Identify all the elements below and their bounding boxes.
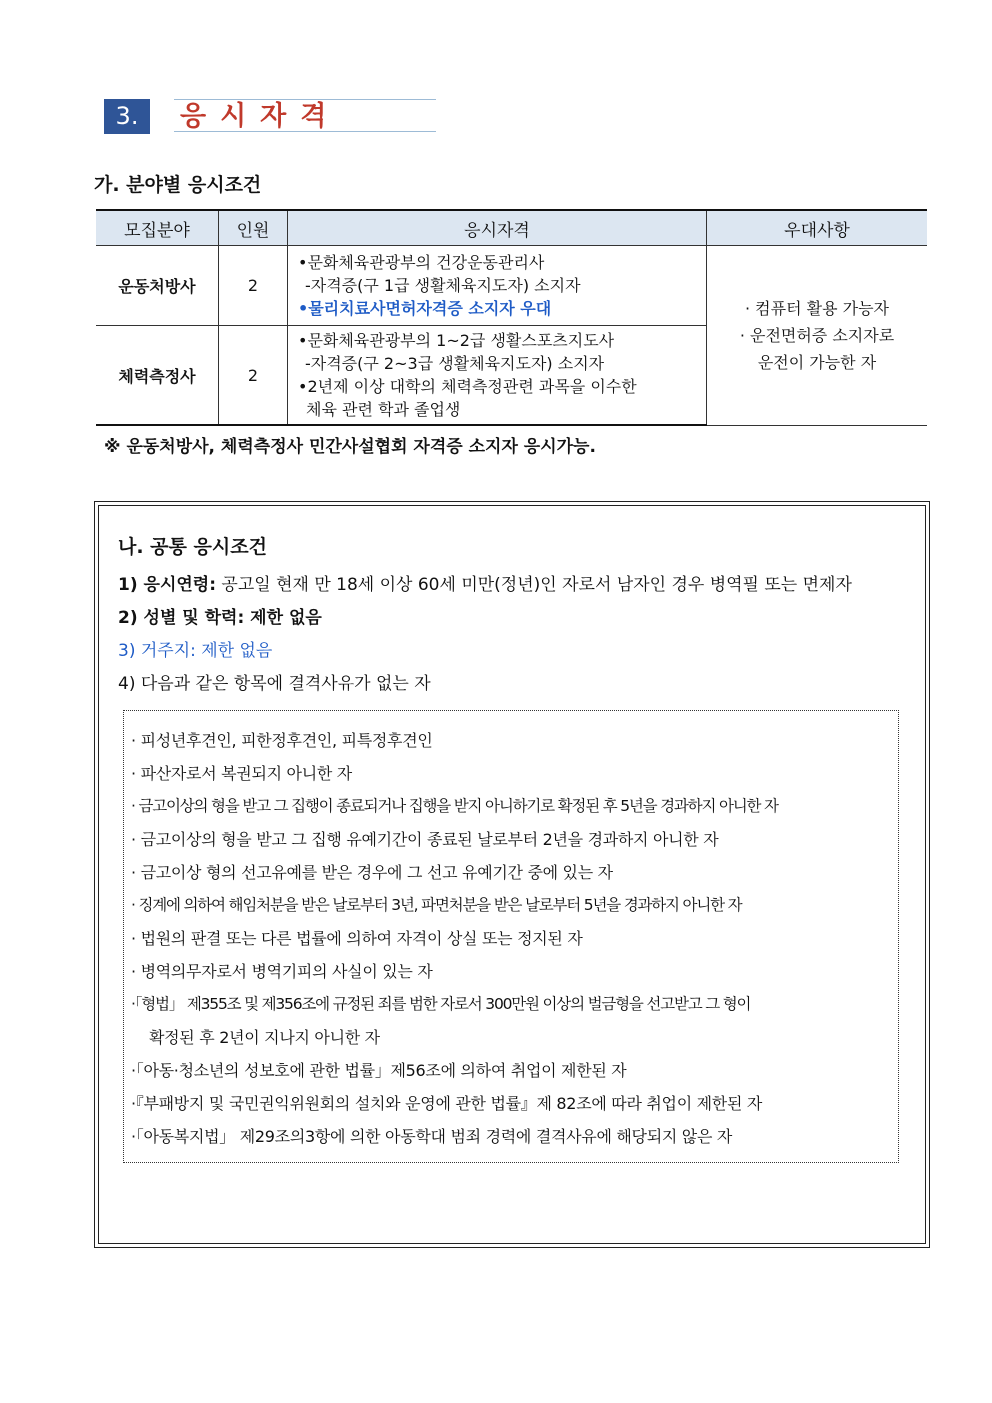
header-field: 모집분야 [96, 210, 219, 246]
preference-line: · 운전면허증 소지자로 [739, 325, 895, 345]
field-cell: 운동처방사 [96, 246, 219, 326]
count-cell: 2 [219, 326, 288, 426]
table-row [96, 246, 927, 326]
age-label: 1) 응시연령: [118, 575, 217, 595]
qualification-line: •2년제 이상 대학의 체력측정관련 과목을 이수한 [298, 377, 637, 396]
disqualification-item: · 금고이상의 형을 받고 그 집행이 종료되거나 집행을 받지 아니하기로 확정된 후 5년을 경과하지 아니한 자 [131, 797, 778, 815]
disqualification-item-continued: 확정된 후 2년이 지나지 아니한 자 [149, 1028, 380, 1047]
preference-line: · 컴퓨터 활용 가능자 [745, 298, 889, 318]
disqualification-item: ·「아동복지법」 제29조의3항에 의한 아동학대 범죄 경력에 결격사유에 해당되지 않은 자 [131, 1127, 733, 1146]
qualification-line: -자격증(구 1급 생활체육지도자) 소지자 [305, 276, 581, 295]
residence-condition: 3) 거주지: 제한 없음 [118, 641, 273, 661]
disqualification-item: · 피성년후견인, 피한정후견인, 피특정후견인 [131, 731, 433, 750]
qualification-line: •문화체육관광부의 1~2급 생활스포츠지도사 [298, 331, 615, 350]
qualification-line: -자격증(구 2~3급 생활체육지도자) 소지자 [305, 354, 605, 373]
table-header-row [96, 210, 927, 246]
preference-cell [707, 246, 928, 426]
qualification-cell [288, 246, 707, 326]
gender-condition: 2) 성별 및 학력: 제한 없음 [118, 608, 322, 628]
disqualification-item: · 금고이상의 형을 받고 그 집행 유예기간이 종료된 날로부터 2년을 경과하지 아니한 자 [131, 830, 719, 849]
qualification-table [96, 209, 927, 426]
disqualification-item: · 금고이상 형의 선고유예를 받은 경우에 그 선고 유예기간 중에 있는 자 [131, 863, 613, 882]
disqualification-item: · 병역의무자로서 병역기피의 사실이 있는 자 [131, 962, 433, 981]
age-text: 공고일 현재 만 18세 이상 60세 미만(정년)인 자로서 남자인 경우 병역필 또는 면제자 [216, 575, 852, 595]
disqualification-item: ·「아동·청소년의 성보호에 관한 법률」제56조에 의하여 취업이 제한된 자 [131, 1061, 627, 1080]
header-count: 인원 [219, 210, 288, 246]
section-heading [104, 99, 436, 134]
preference-line: 운전이 가능한 자 [757, 352, 877, 372]
qualification-line: •문화체육관광부의 건강운동관리사 [298, 253, 545, 272]
table-title: 가. 분야별 응시조건 [94, 174, 262, 196]
qualification-line: 체육 관련 학과 졸업생 [306, 400, 461, 419]
disqualification-item: ·『부패방지 및 국민권익위원회의 설치와 운영에 관한 법률』제 82조에 따라 취업이 제한된 자 [131, 1094, 763, 1113]
age-condition [118, 570, 852, 595]
field-cell: 체력측정사 [96, 326, 219, 426]
qualification-cell [288, 326, 707, 426]
count-cell: 2 [219, 246, 288, 326]
qualification-preferred-line: •물리치료사면허자격증 소지자 우대 [298, 299, 552, 318]
disqualification-item: · 징계에 의하여 해임처분을 받은 날로부터 3년, 파면처분을 받은 날로부터 5년을 경과하지 아니한 자 [131, 896, 742, 914]
disqualification-item: ·「형법」 제355조 및 제356조에 규정된 죄를 범한 자로서 300만원 이상의 벌금형을 선고받고 그 형이 [131, 995, 751, 1013]
table-note: ※ 운동처방사, 체력측정사 민간사설협회 자격증 소지자 응시가능. [104, 437, 596, 457]
header-preference: 우대사항 [707, 210, 928, 246]
common-title: 나. 공통 응시조건 [118, 536, 267, 558]
section-title: 응시자격 [174, 99, 436, 132]
header-qualification: 응시자격 [288, 210, 707, 246]
section-number: 3. [104, 99, 150, 134]
disqualification-item: · 법원의 판결 또는 다른 법률에 의하여 자격이 상실 또는 정지된 자 [131, 929, 583, 948]
disqualification-intro: 4) 다음과 같은 항목에 결격사유가 없는 자 [118, 674, 431, 694]
disqualification-item: · 파산자로서 복권되지 아니한 자 [131, 764, 352, 783]
